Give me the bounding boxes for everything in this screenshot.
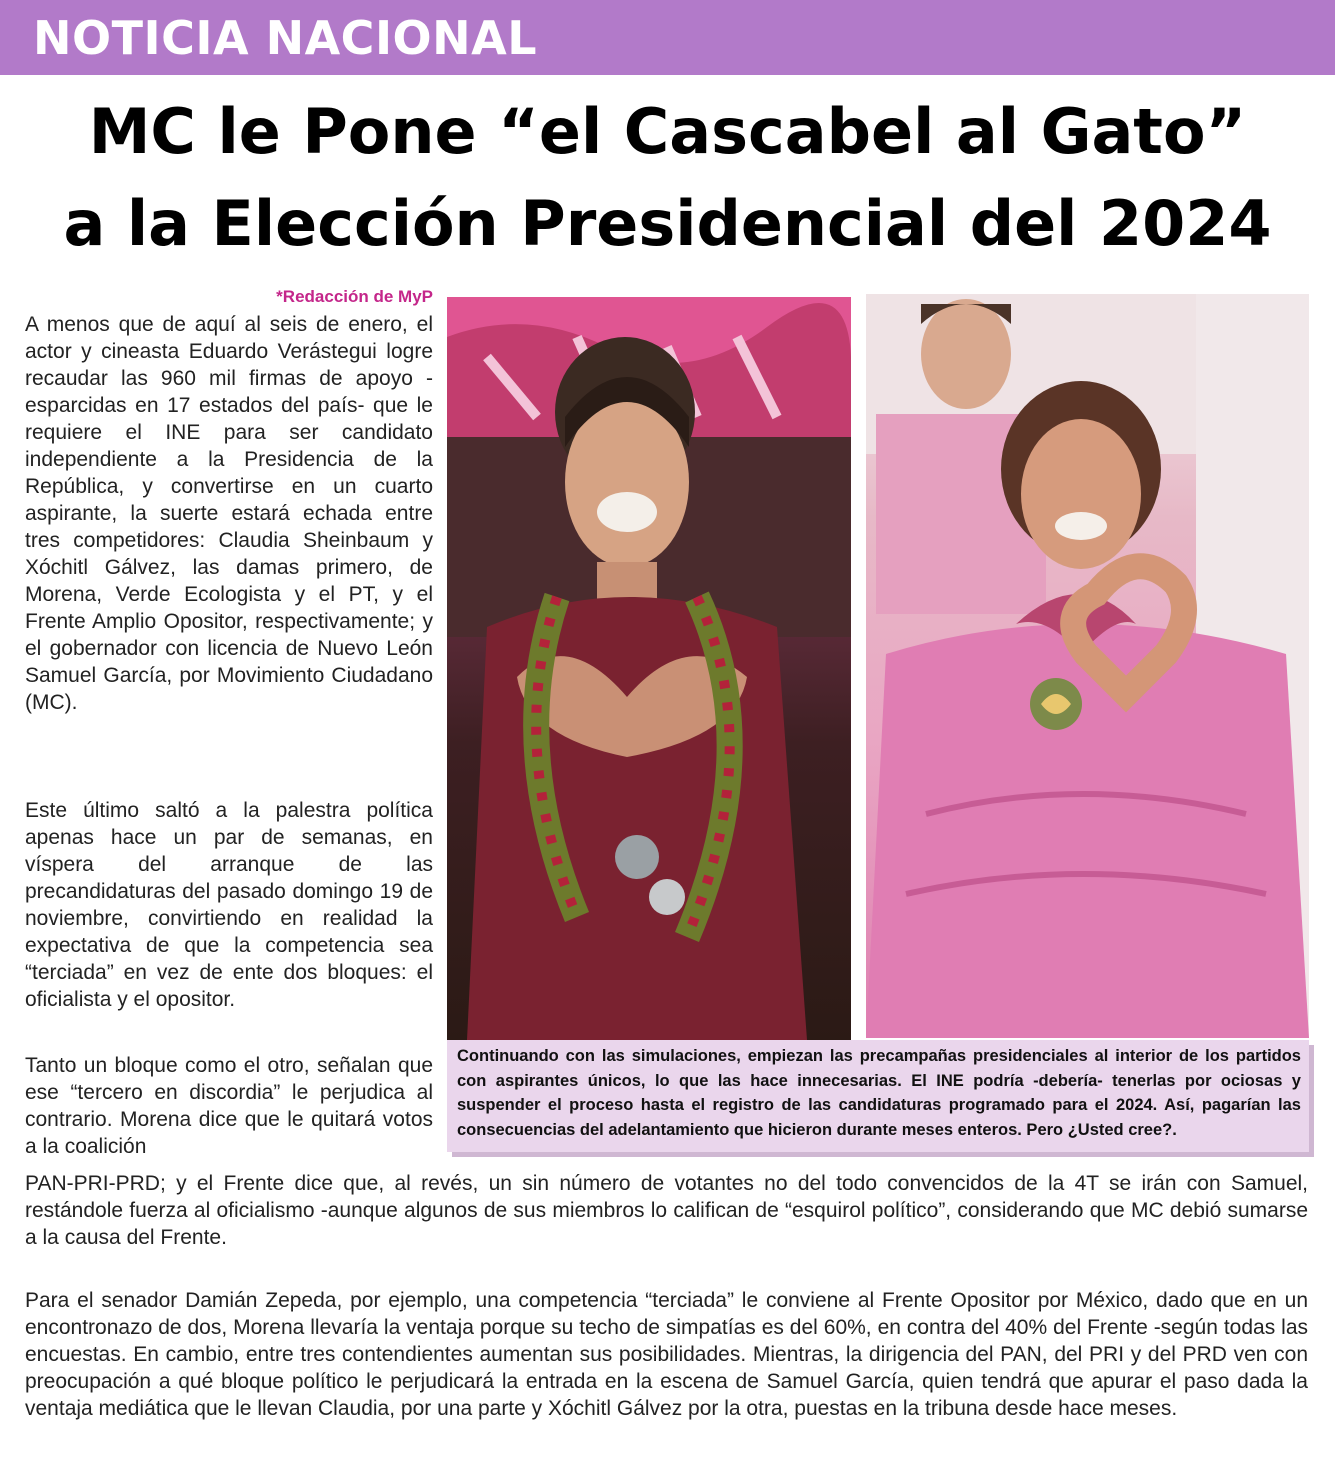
photo-xochitl-galvez [866,294,1309,1038]
article-paragraph-2: Este último saltó a la palestra política apenas hace un par de semanas, en víspera del arranque de las precandidaturas del pasado domingo 19 de noviembre, convirtiendo en realidad la expectativa de que la competencia sea “terciada” en vez de ente dos bloques: el oficialista y el opositor. [25,799,433,1011]
headline-line-2: a la Elección Presidencial del 2024 [63,187,1272,260]
photo-caption-box [447,1040,1309,1152]
section-banner [0,0,1335,75]
section-label: NOTICIA NACIONAL [33,11,538,65]
article-paragraph-1: A menos que de aquí al seis de enero, el actor y cineasta Eduardo Verástegui logre recaudar las 960 mil firmas de apoyo -esparcidas en 17 estados del país- que le requiere el INE para ser candidato independiente a la Presidencia de la República, y convertirse en un cuarto aspirante, la suerte estará echada entre tres competidores: Claudia Sheinbaum y Xóchitl Gálvez, las damas primero, de Morena, Verde Ecologista y el PT, y el Frente Amplio Opositor, respectivamente; y el gobernador con licencia de Nuevo León Samuel García, por Movimiento Ciudadano (MC). [25,313,433,714]
photo-claudia-sheinbaum [447,297,851,1040]
article-paragraph-5: Para el senador Damián Zepeda, por ejemplo, una competencia “terciada” le conviene al Frente Opositor por México, dado que en un encontronazo de dos, Morena llevaría la ventaja porque su techo de simpatías es del 60%, en contra del 40% del Frente -según todas las encuestas. En cambio, entre tres contendientes aumentan sus posibilidades. Mientras, la dirigencia del PAN, del PRI y del PRD ven con preocupación a qué bloque político le perjudicará la entrada en la escena de Samuel García, quien tendrá que apurar el paso dada la ventaja mediática que le llevan Claudia, por una parte y Xóchitl Gálvez por la otra, puestas en la tribuna desde hace meses. [25,1289,1308,1420]
byline: *Redacción de MyP [276,287,433,306]
headline [0,86,1335,270]
headline-line-1: MC le Pone “el Cascabel al Gato” [88,95,1247,168]
photo-caption: Continuando con las simulaciones, empiezan las precampañas presidenciales al interior de los partidos con aspirantes únicos, lo que las hace innecesarias. El INE podría -debería- tenerlas por ociosas y suspender el proceso hasta el registro de las candidaturas programado para el 2024. Así, pagarían las consecuencias del adelantamiento que hicieron durante meses enteros. Pero ¿Usted cree?. [457,1047,1301,1139]
article-paragraph-4: PAN-PRI-PRD; y el Frente dice que, al revés, un sin número de votantes no del todo convencidos de la 4T se irán con Samuel, restándole fuerza al oficialismo -aunque algunos de sus miembros lo califican de “esquirol político”, considerando que MC debió sumarse a la causa del Frente. [25,1172,1308,1249]
article-paragraph-3: Tanto un bloque como el otro, señalan que ese “tercero en discordia” le perjudica al contrario. Morena dice que le quitará votos a la coalición [25,1054,433,1158]
